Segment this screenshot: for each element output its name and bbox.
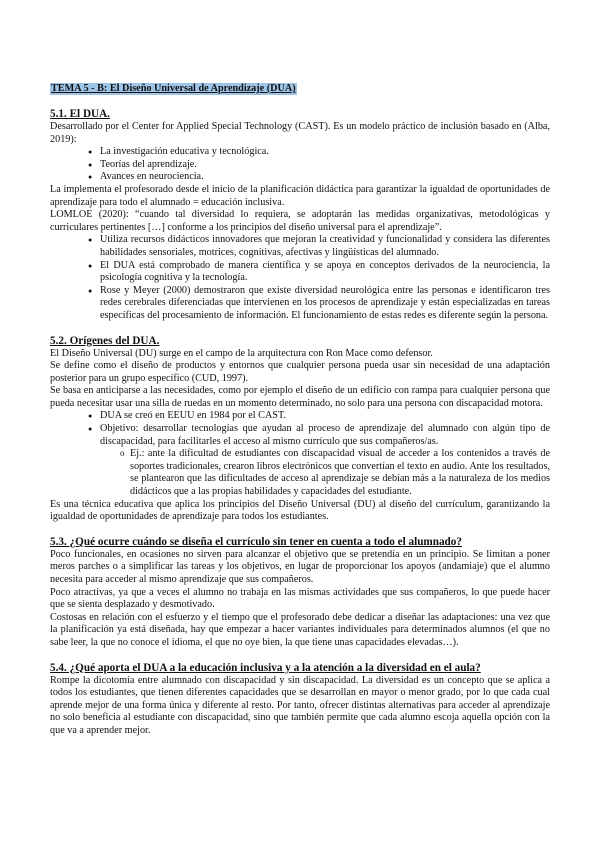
paragraph: Se basa en anticiparse a las necesidades, como por ejemplo el diseño de un edificio con rampa para cualquier persona que pueda necesitar usar una silla de ruedas en un momento determinado, no solo para una persona con discapacidad motora. (50, 385, 550, 409)
section-heading-5-2: 5.2. Orígenes del DUA. (50, 334, 160, 347)
paragraph: Poco funcionales, en ocasiones no sirven para alcanzar el objetivo que se pretendía en un principio. Se limitan a poner meros parches o a simplificar las tareas y los objetivos, en lugar de proporcionar los apoyos (andamiaje) que el alumno necesita para acceder al mismo aprendizaje que sus compañeros. (50, 548, 550, 585)
bullet-list (50, 410, 550, 498)
paragraph: Es una técnica educativa que aplica los principios del Diseño Universal (DU) al diseño del currículum, garantizando la igualdad de oportunidades de aprendizaje para todos los estudiantes. (50, 498, 550, 523)
sub-list-item: o Ej.: ante la dificultad de estudiantes con discapacidad visual de acceder a los contenidos a través de soportes tradicionales, crearon libros electrónicos que convertían el texto en audio. Ante los resultados, se plantearon que las dificultades de acceso al aprendizaje se debían más a la naturaleza de los medios didácticos que a las propias habilidades y capacidades del estudiante. (50, 448, 550, 498)
list-item: ● Rose y Meyer (2000) demostraron que existe diversidad neurológica entre las personas e identificaron tres redes cerebrales diferenciadas que intervienen en los procesos de aprendizaje y están especializadas en tareas específicas del procesamiento de información. El funcionamiento de estas redes es diferente según la persona. (50, 285, 550, 323)
list-item: ● Utiliza recursos didácticos innovadores que mejoran la creatividad y funcionalidad y considera las diferentes habilidades sensoriales, motrices, cognitivas, afectivas y lingüísticas del alumnado. (50, 234, 550, 259)
paragraph: LOMLOE (2020): “cuando tal diversidad lo requiera, se adoptarán las medidas organizativas, metodológicas y curriculares pertinentes […] conforme a los principios del diseño universal para el aprendizaje”. (50, 209, 550, 233)
list-item: ● Objetivo: desarrollar tecnologías que ayudan al proceso de aprendizaje del alumnado con algún tipo de discapacidad, para facilitarles el acceso al mismo currículo que sus compañeros/as. (50, 423, 550, 448)
document-page (50, 78, 550, 738)
paragraph: Desarrollado por el Center for Applied Special Technology (CAST). Es un modelo práctico de inclusión basado en (Alba, 2019): (50, 121, 550, 145)
list-item: ● Avances en neurociencia. (50, 171, 550, 184)
bullet-list (50, 146, 550, 184)
paragraph: Poco atractivas, ya que a veces el alumno no trabaja en las mismas actividades que sus compañeros, lo que puede hacer que se sienta desplazado y desmotivado. (50, 586, 550, 611)
paragraph: Se define como el diseño de productos y entornos que cualquier persona pueda usar sin necesidad de una adaptación posterior para un grupo específico (CUD, 1997). (50, 360, 550, 384)
list-item: ● Teorías del aprendizaje. (50, 159, 550, 172)
list-item: ● DUA se creó en EEUU en 1984 por el CAST. (50, 410, 550, 423)
document-title: TEMA 5 - B: El Diseño Universal de Aprendizaje (DUA) (51, 83, 296, 94)
paragraph: La implementa el profesorado desde el inicio de la planificación didáctica para garantizar la igualdad de oportunidades de aprendizaje para todo el alumnado = educación inclusiva. (50, 183, 550, 208)
bullet-list (50, 234, 550, 322)
section-heading-5-3: 5.3. ¿Qué ocurre cuándo se diseña el currículo sin tener en cuenta a todo el alumnado? (50, 535, 462, 548)
paragraph: Rompe la dicotomía entre alumnado con discapacidad y sin discapacidad. La diversidad es un concepto que se aplica a todos los estudiantes, que tienen diferentes capacidades que se desarrollan en mayor o menor grado, por lo que cada cual aprende mejor de una forma única y diferente al resto. Por tanto, ofrecer distintas alternativas para acceder al aprendizaje no solo beneficia al estudiante con discapacidad, sino que también permite que cada alumno escoja aquella opción con la que va a aprender mejor. (50, 674, 550, 736)
section-heading-5-4: 5.4. ¿Qué aporta el DUA a la educación inclusiva y a la atención a la diversidad en el aula? (50, 661, 481, 674)
section-heading-5-1: 5.1. El DUA. (50, 108, 110, 120)
paragraph: Costosas en relación con el esfuerzo y el tiempo que el profesorado debe dedicar a diseñar las adaptaciones: una vez que la planificación ya está diseñada, hay que empezar a hacer variantes individuales para determinados alumnos (el que no sabe leer, la que no conoce el idioma, el que no oye bien, la que tiene unas capacidades elevadas…). (50, 611, 550, 648)
paragraph: El Diseño Universal (DU) surge en el campo de la arquitectura con Ron Mace como defensor. (50, 347, 433, 359)
list-item: ● La investigación educativa y tecnológica. (50, 146, 550, 159)
document-title-row (50, 78, 550, 96)
list-item: ● El DUA está comprobado de manera científica y se apoya en conceptos derivados de la neurociencia, la psicología cognitiva y la tecnología. (50, 260, 550, 285)
